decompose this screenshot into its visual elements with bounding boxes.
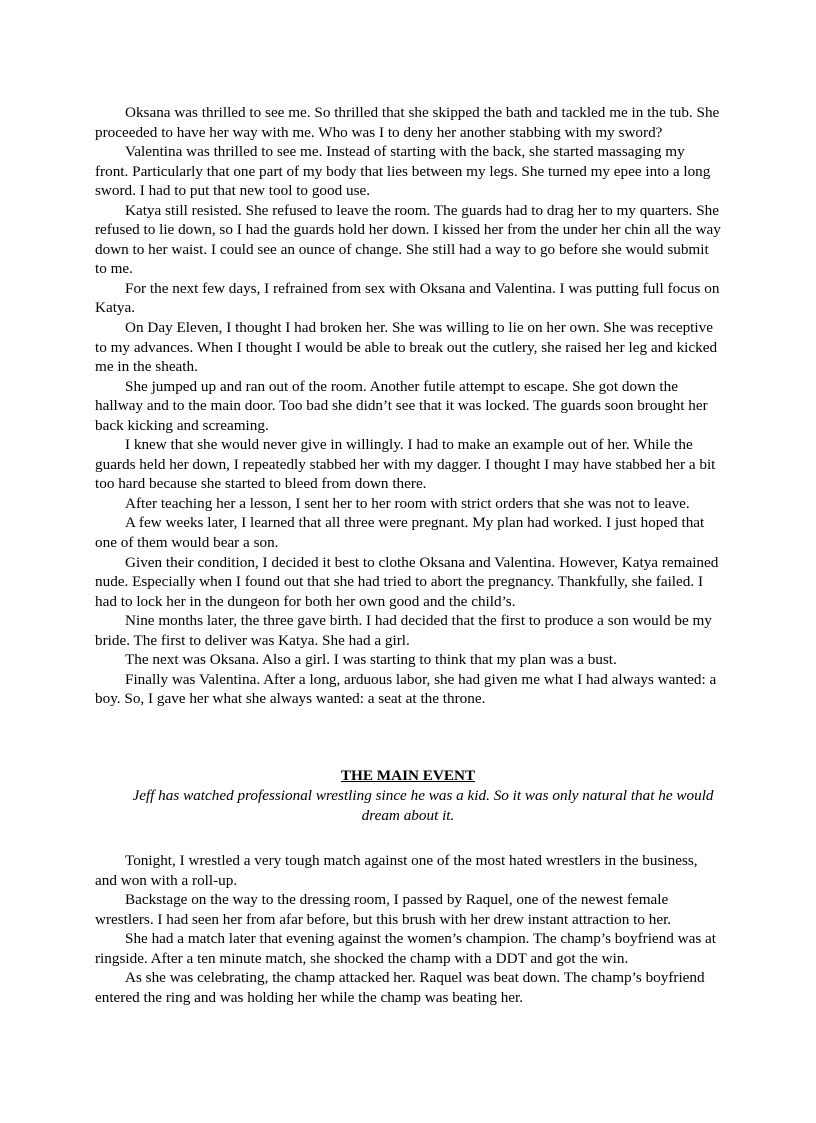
paragraph: She jumped up and ran out of the room. Another futile attempt to escape. She got down the hallway and to the main door. Too bad she didn’t see that it was locked. The guards soon brought her back kicking and screaming. — [95, 377, 708, 434]
paragraph: After teaching her a lesson, I sent her to her room with strict orders that she was not to leave. — [125, 494, 690, 512]
paragraph: She had a match later that evening against the women’s champion. The champ’s boyfriend was at ringside. After a ten minute match, she shocked the champ with a DDT and got the win. — [95, 930, 717, 967]
paragraph: Tonight, I wrestled a very tough match against one of the most hated wrestlers in the business, and won with a roll-up. — [95, 852, 698, 889]
paragraph: Backstage on the way to the dressing room, I passed by Raquel, one of the newest female wrestlers. I had seen her from afar before, but this brush with her drew instant attraction to her. — [95, 891, 672, 928]
paragraph: As she was celebrating, the champ attacked her. Raquel was beat down. The champ’s boyfriend entered the ring and was holding her while the champ was beating her. — [95, 969, 705, 1006]
story-one-body — [95, 103, 721, 709]
paragraph: I knew that she would never give in willingly. I had to make an example out of her. While the guards held her down, I repeatedly stabbed her with my dagger. I thought I may have stabbed her a bit too hard because she started to bleed from down there. — [95, 436, 716, 493]
paragraph: A few weeks later, I learned that all three were pregnant. My plan had worked. I just hoped that one of them would bear a son. — [95, 514, 705, 552]
story-two-title: THE MAIN EVENT — [340, 767, 476, 784]
paragraph: For the next few days, I refrained from sex with Oksana and Valentina. I was putting full focus on Katya. — [95, 279, 720, 317]
paragraph: Given their condition, I decided it best to clothe Oksana and Valentina. However, Katya remained nude. Especially when I found out that she had tried to abort the pregnancy. Thankfully, she failed. I had to lock her in the dungeon for both her own good and the child’s. — [95, 553, 719, 610]
paragraph: Nine months later, the three gave birth. I had decided that the first to produce a son would be my bride. The first to deliver was Katya. She had a girl. — [95, 612, 712, 649]
paragraph: Oksana was thrilled to see me. So thrilled that she skipped the bath and tackled me in the tub. She proceeded to have her way with me. Who was I to deny her another stabbing with my sword? — [95, 104, 720, 141]
paragraph: Valentina was thrilled to see me. Instead of starting with the back, she started massaging my front. Particularly that one part of my body that lies between my legs. She turned my epee into a long sword. I had to put that new tool to good use. — [95, 143, 711, 200]
paragraph: Katya still resisted. She refused to leave the room. The guards had to drag her to my quarters. She refused to lie down, so I had the guards hold her down. I kissed her from the under her chin all the way down to her waist. I could see an ounce of change. She still had a way to go before she would submit to me. — [95, 201, 721, 278]
story-two-intro: Jeff has watched professional wrestling since he was a kid. So it was only natural that he would dream about it. — [132, 787, 714, 824]
paragraph: The next was Oksana. Also a girl. I was starting to think that my plan was a bust. — [125, 651, 617, 669]
story-two-body — [95, 851, 721, 1007]
paragraph: On Day Eleven, I thought I had broken her. She was willing to lie on her own. She was receptive to my advances. When I thought I would be able to break out the cutlery, she raised her leg and kicked me in the sheath. — [95, 319, 718, 376]
paragraph: Finally was Valentina. After a long, arduous labor, she had given me what I had always wanted: a boy. So, I gave her what she always wanted: a seat at the throne. — [95, 670, 717, 708]
